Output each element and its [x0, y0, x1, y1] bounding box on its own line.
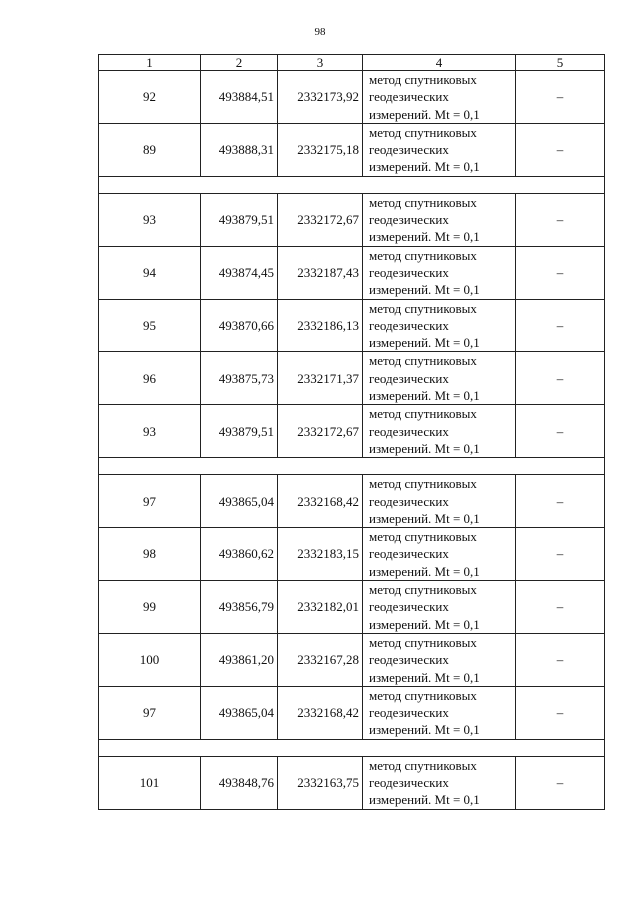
table-row — [99, 756, 605, 809]
group-separator-row — [99, 739, 605, 756]
method-line: измерений. Mt = 0,1 — [369, 669, 480, 685]
point-number-cell: 97 — [99, 686, 201, 739]
method-line: метод спутниковых — [369, 406, 477, 422]
point-number-cell: 93 — [99, 193, 201, 246]
column-header-2: 2 — [201, 55, 278, 71]
y-coordinate-cell: 2332182,01 — [278, 581, 363, 634]
method-line: измерений. Mt = 0,1 — [369, 282, 480, 298]
y-coordinate-cell: 2332172,67 — [278, 405, 363, 458]
method-cell — [363, 633, 516, 686]
method-line: метод спутниковых — [369, 529, 477, 545]
separator-cell — [99, 739, 605, 756]
group-separator-row — [99, 176, 605, 193]
method-line: геодезических — [369, 212, 449, 228]
method-line: измерений. Mt = 0,1 — [369, 229, 480, 245]
method-cell — [363, 71, 516, 124]
x-coordinate-cell: 493861,20 — [201, 633, 278, 686]
header-row — [99, 55, 605, 71]
method-line: геодезических — [369, 705, 449, 721]
dash-cell: – — [516, 246, 605, 299]
y-coordinate-cell: 2332163,75 — [278, 756, 363, 809]
table-row — [99, 405, 605, 458]
column-header-1: 1 — [99, 55, 201, 71]
table-row — [99, 71, 605, 124]
method-line: измерений. Mt = 0,1 — [369, 510, 480, 526]
coordinates-table — [98, 54, 605, 810]
y-coordinate-cell: 2332187,43 — [278, 246, 363, 299]
method-cell — [363, 193, 516, 246]
dash-cell: – — [516, 123, 605, 176]
dash-cell: – — [516, 581, 605, 634]
method-line: измерений. Mt = 0,1 — [369, 335, 480, 351]
method-line: измерений. Mt = 0,1 — [369, 563, 480, 579]
method-line: метод спутниковых — [369, 72, 477, 87]
column-header-3: 3 — [278, 55, 363, 71]
y-coordinate-cell: 2332168,42 — [278, 686, 363, 739]
point-number-cell: 98 — [99, 528, 201, 581]
table-row — [99, 633, 605, 686]
table-row — [99, 193, 605, 246]
table-row — [99, 475, 605, 528]
method-cell — [363, 528, 516, 581]
y-coordinate-cell: 2332167,28 — [278, 633, 363, 686]
method-line: метод спутниковых — [369, 300, 477, 316]
method-cell — [363, 246, 516, 299]
point-number-cell: 101 — [99, 756, 201, 809]
y-coordinate-cell: 2332173,92 — [278, 71, 363, 124]
dash-cell: – — [516, 528, 605, 581]
method-cell — [363, 123, 516, 176]
table-row — [99, 581, 605, 634]
method-cell — [363, 686, 516, 739]
dash-cell: – — [516, 686, 605, 739]
method-line: метод спутниковых — [369, 247, 477, 263]
table-row — [99, 299, 605, 352]
x-coordinate-cell: 493848,76 — [201, 756, 278, 809]
point-number-cell: 99 — [99, 581, 201, 634]
column-header-4: 4 — [363, 55, 516, 71]
method-cell — [363, 405, 516, 458]
page-number: 98 — [314, 26, 326, 38]
point-number-cell: 95 — [99, 299, 201, 352]
point-number-cell: 96 — [99, 352, 201, 405]
separator-cell — [99, 458, 605, 475]
method-line: геодезических — [369, 370, 449, 386]
dash-cell: – — [516, 756, 605, 809]
dash-cell: – — [516, 193, 605, 246]
method-line: измерений. Mt = 0,1 — [369, 159, 480, 175]
x-coordinate-cell: 493879,51 — [201, 405, 278, 458]
dash-cell: – — [516, 475, 605, 528]
method-line: измерений. Mt = 0,1 — [369, 388, 480, 404]
y-coordinate-cell: 2332171,37 — [278, 352, 363, 405]
method-line: геодезических — [369, 546, 449, 562]
method-line: измерений. Mt = 0,1 — [369, 792, 480, 808]
x-coordinate-cell: 493865,04 — [201, 686, 278, 739]
method-line: метод спутниковых — [369, 757, 477, 773]
x-coordinate-cell: 493884,51 — [201, 71, 278, 124]
point-number-cell: 93 — [99, 405, 201, 458]
method-line: геодезических — [369, 774, 449, 790]
method-line: геодезических — [369, 493, 449, 509]
method-cell — [363, 475, 516, 528]
method-line: геодезических — [369, 264, 449, 280]
point-number-cell: 89 — [99, 123, 201, 176]
method-line: измерений. Mt = 0,1 — [369, 440, 480, 456]
separator-cell — [99, 176, 605, 193]
dash-cell: – — [516, 405, 605, 458]
x-coordinate-cell: 493870,66 — [201, 299, 278, 352]
dash-cell: – — [516, 633, 605, 686]
method-line: метод спутниковых — [369, 124, 477, 140]
method-line: геодезических — [369, 652, 449, 668]
method-line: геодезических — [369, 599, 449, 615]
y-coordinate-cell: 2332168,42 — [278, 475, 363, 528]
method-line: геодезических — [369, 317, 449, 333]
method-cell — [363, 581, 516, 634]
point-number-cell: 100 — [99, 633, 201, 686]
column-header-5: 5 — [516, 55, 605, 71]
table-row — [99, 528, 605, 581]
method-line: метод спутниковых — [369, 476, 477, 492]
method-line: метод спутниковых — [369, 194, 477, 210]
x-coordinate-cell: 493856,79 — [201, 581, 278, 634]
dash-cell: – — [516, 299, 605, 352]
method-line: метод спутниковых — [369, 582, 477, 598]
y-coordinate-cell: 2332175,18 — [278, 123, 363, 176]
group-separator-row — [99, 458, 605, 475]
table-row — [99, 686, 605, 739]
table-body — [99, 55, 605, 810]
method-line: геодезических — [369, 142, 449, 158]
x-coordinate-cell: 493879,51 — [201, 193, 278, 246]
y-coordinate-cell: 2332172,67 — [278, 193, 363, 246]
x-coordinate-cell: 493875,73 — [201, 352, 278, 405]
method-line: измерений. Mt = 0,1 — [369, 106, 480, 122]
method-line: геодезических — [369, 89, 449, 105]
dash-cell: – — [516, 71, 605, 124]
point-number-cell: 97 — [99, 475, 201, 528]
x-coordinate-cell: 493860,62 — [201, 528, 278, 581]
x-coordinate-cell: 493888,31 — [201, 123, 278, 176]
x-coordinate-cell: 493874,45 — [201, 246, 278, 299]
method-cell — [363, 756, 516, 809]
method-line: геодезических — [369, 423, 449, 439]
y-coordinate-cell: 2332186,13 — [278, 299, 363, 352]
point-number-cell: 92 — [99, 71, 201, 124]
table-row — [99, 123, 605, 176]
method-line: измерений. Mt = 0,1 — [369, 616, 480, 632]
method-cell — [363, 352, 516, 405]
method-line: метод спутниковых — [369, 687, 477, 703]
method-line: измерений. Mt = 0,1 — [369, 722, 480, 738]
dash-cell: – — [516, 352, 605, 405]
method-line: метод спутниковых — [369, 634, 477, 650]
point-number-cell: 94 — [99, 246, 201, 299]
x-coordinate-cell: 493865,04 — [201, 475, 278, 528]
table-row — [99, 246, 605, 299]
method-cell — [363, 299, 516, 352]
y-coordinate-cell: 2332183,15 — [278, 528, 363, 581]
method-line: метод спутниковых — [369, 353, 477, 369]
table-row — [99, 352, 605, 405]
